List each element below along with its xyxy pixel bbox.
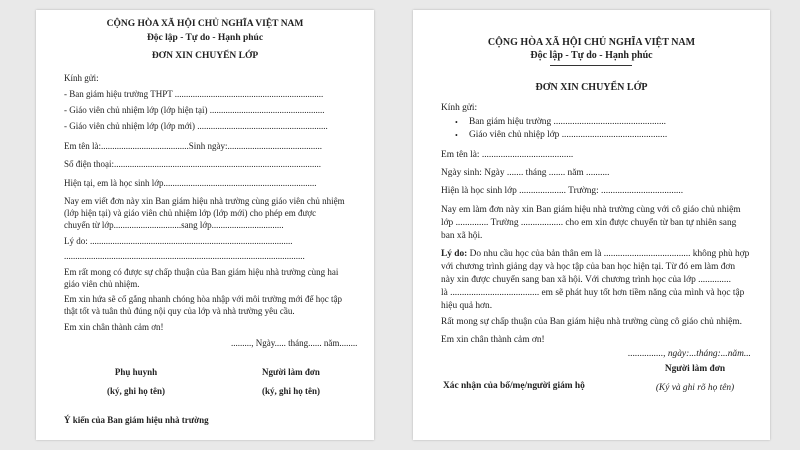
name-field: Em tên là:.......................................Sinh ngày:.......................................... <box>64 141 322 151</box>
request-paragraph-line: ban xã hội. <box>441 231 483 241</box>
document-title: ĐƠN XIN CHUYỂN LỚP <box>535 82 648 93</box>
phone-field: Số điện thoại:............................................................................................ <box>64 159 321 169</box>
reason-dots: ........................................................................................................... <box>64 251 305 261</box>
hope-paragraph-line: Em rất mong có được sự chấp thuận của Ban giám hiệu nhà trường cùng hai <box>64 267 339 277</box>
bullet-icon: • <box>455 131 458 140</box>
motto: Độc lập - Tự do - Hạnh phúc <box>146 33 264 43</box>
reason-first-line <box>441 250 749 259</box>
request-paragraph-line: Nay em viết đơn này xin Ban giám hiệu nhà trường cùng giáo viên chủ nhiệm <box>64 196 345 206</box>
document-page-left <box>36 10 374 440</box>
hope-line: Rất mong sự chấp thuận của Ban giám hiệu nhà trường cùng cô giáo chủ nhiệm. <box>441 317 742 327</box>
date-line: ........., Ngày..... tháng...... năm........ <box>231 338 358 348</box>
recipient-line: - Ban giám hiệu trường THPT .................................................................. <box>64 89 324 99</box>
motto: Độc lập - Tự do - Hạnh phúc <box>530 50 653 61</box>
thanks-line: Em xin chân thành cảm ơn! <box>64 322 164 332</box>
class-field: Hiện tại, em là học sinh lớp.................................................................... <box>64 178 317 188</box>
request-paragraph-line: Nay em làm đơn này xin Ban giám hiệu nhà trường cùng với cô giáo chủ nhiệm <box>441 205 741 215</box>
applicant-signature-label: Người làm đơn <box>664 364 726 374</box>
thanks-line: Em xin chân thành cảm ơn! <box>441 335 545 345</box>
recipient-line: - Giáo viên chủ nhiệm lớp (lớp hiện tại) ................................................... <box>64 105 325 115</box>
republic-heading: CỘNG HÒA XÃ HỘI CHỦ NGHĨA VIỆT NAM <box>106 19 304 29</box>
document-title: ĐƠN XIN CHUYỂN LỚP <box>151 51 259 61</box>
reason-label: Lý do: <box>441 249 468 259</box>
promise-paragraph-line: Em xin hứa sẽ cố gắng nhanh chóng hòa nhập với môi trường mới để học tập <box>64 294 342 304</box>
parent-signature-note: (ký, ghi họ tên) <box>106 386 165 396</box>
addressee-label: Kính gửi: <box>64 73 99 83</box>
parent-confirmation-label: Xác nhận của bố/mẹ/người giám hộ <box>443 381 585 391</box>
parent-signature-label: Phụ huynh <box>114 367 158 377</box>
request-paragraph-line: lớp .............. Trường .................. cho em xin được chuyển từ ban tự nhiên sang <box>441 218 737 228</box>
hope-paragraph-line: giáo viên chủ nhiệm. <box>64 279 140 289</box>
addressee-label: Kính gửi: <box>441 103 478 113</box>
reason-paragraph-line: này xin được chuyển sang ban xã hội. Với chương trình học của lớp .............. <box>441 275 731 285</box>
applicant-signature-label: Người làm đơn <box>262 367 320 377</box>
board-opinion-heading: Ý kiến của Ban giám hiệu nhà trường <box>64 415 209 425</box>
reason-text: Do nhu cầu học của bản thân em là ..................................... không phù hợp <box>467 249 750 259</box>
reason-paragraph-line: là ...................................... em sẽ phát huy tốt hơn tiềm năng của mình và học tập <box>441 288 745 298</box>
bullet-icon: • <box>455 118 458 127</box>
republic-heading: CỘNG HÒA XÃ HỘI CHỦ NGHĨA VIỆT NAM <box>487 37 696 48</box>
birth-field: Ngày sinh: Ngày ....... tháng ....... năm .......... <box>441 168 610 178</box>
class-field: Hiện là học sinh lớp .................... Trường: ................................... <box>441 186 684 196</box>
reason-field: Lý do: .......................................................................................... <box>64 236 293 246</box>
request-paragraph-line: (lớp hiện tại) và giáo viên chủ nhiệm lớp (lớp mới) cho phép em được <box>64 208 317 218</box>
document-page-right <box>413 10 770 440</box>
motto-underline <box>550 65 632 66</box>
name-field: Em tên là: ....................................... <box>441 150 574 160</box>
applicant-signature-note: (ký, ghi họ tên) <box>261 386 320 396</box>
request-paragraph-line: chuyển từ lớp..............................sang lớp................................ <box>64 220 284 230</box>
applicant-signature-note: (Ký và ghi rõ họ tên) <box>655 383 735 393</box>
recipient-line: Ban giám hiệu trường ................................................ <box>469 117 667 127</box>
date-line: ..............., ngày:...tháng:...năm... <box>628 349 751 359</box>
recipient-line: Giáo viên chủ nhiệp lớp ............................................. <box>469 130 668 140</box>
promise-paragraph-line: thật tốt và tuân thủ đúng nội quy của lớp và nhà trường yêu cầu. <box>64 306 295 316</box>
recipient-line: - Giáo viên chủ nhiệm lớp (lớp mới) .......................................................... <box>64 121 328 131</box>
reason-paragraph-line: với chương trình giảng dạy và học tập của ban học hiện tại. Từ đó em làm đơn <box>441 262 736 272</box>
reason-paragraph-line: hiệu quả hơn. <box>441 301 493 311</box>
